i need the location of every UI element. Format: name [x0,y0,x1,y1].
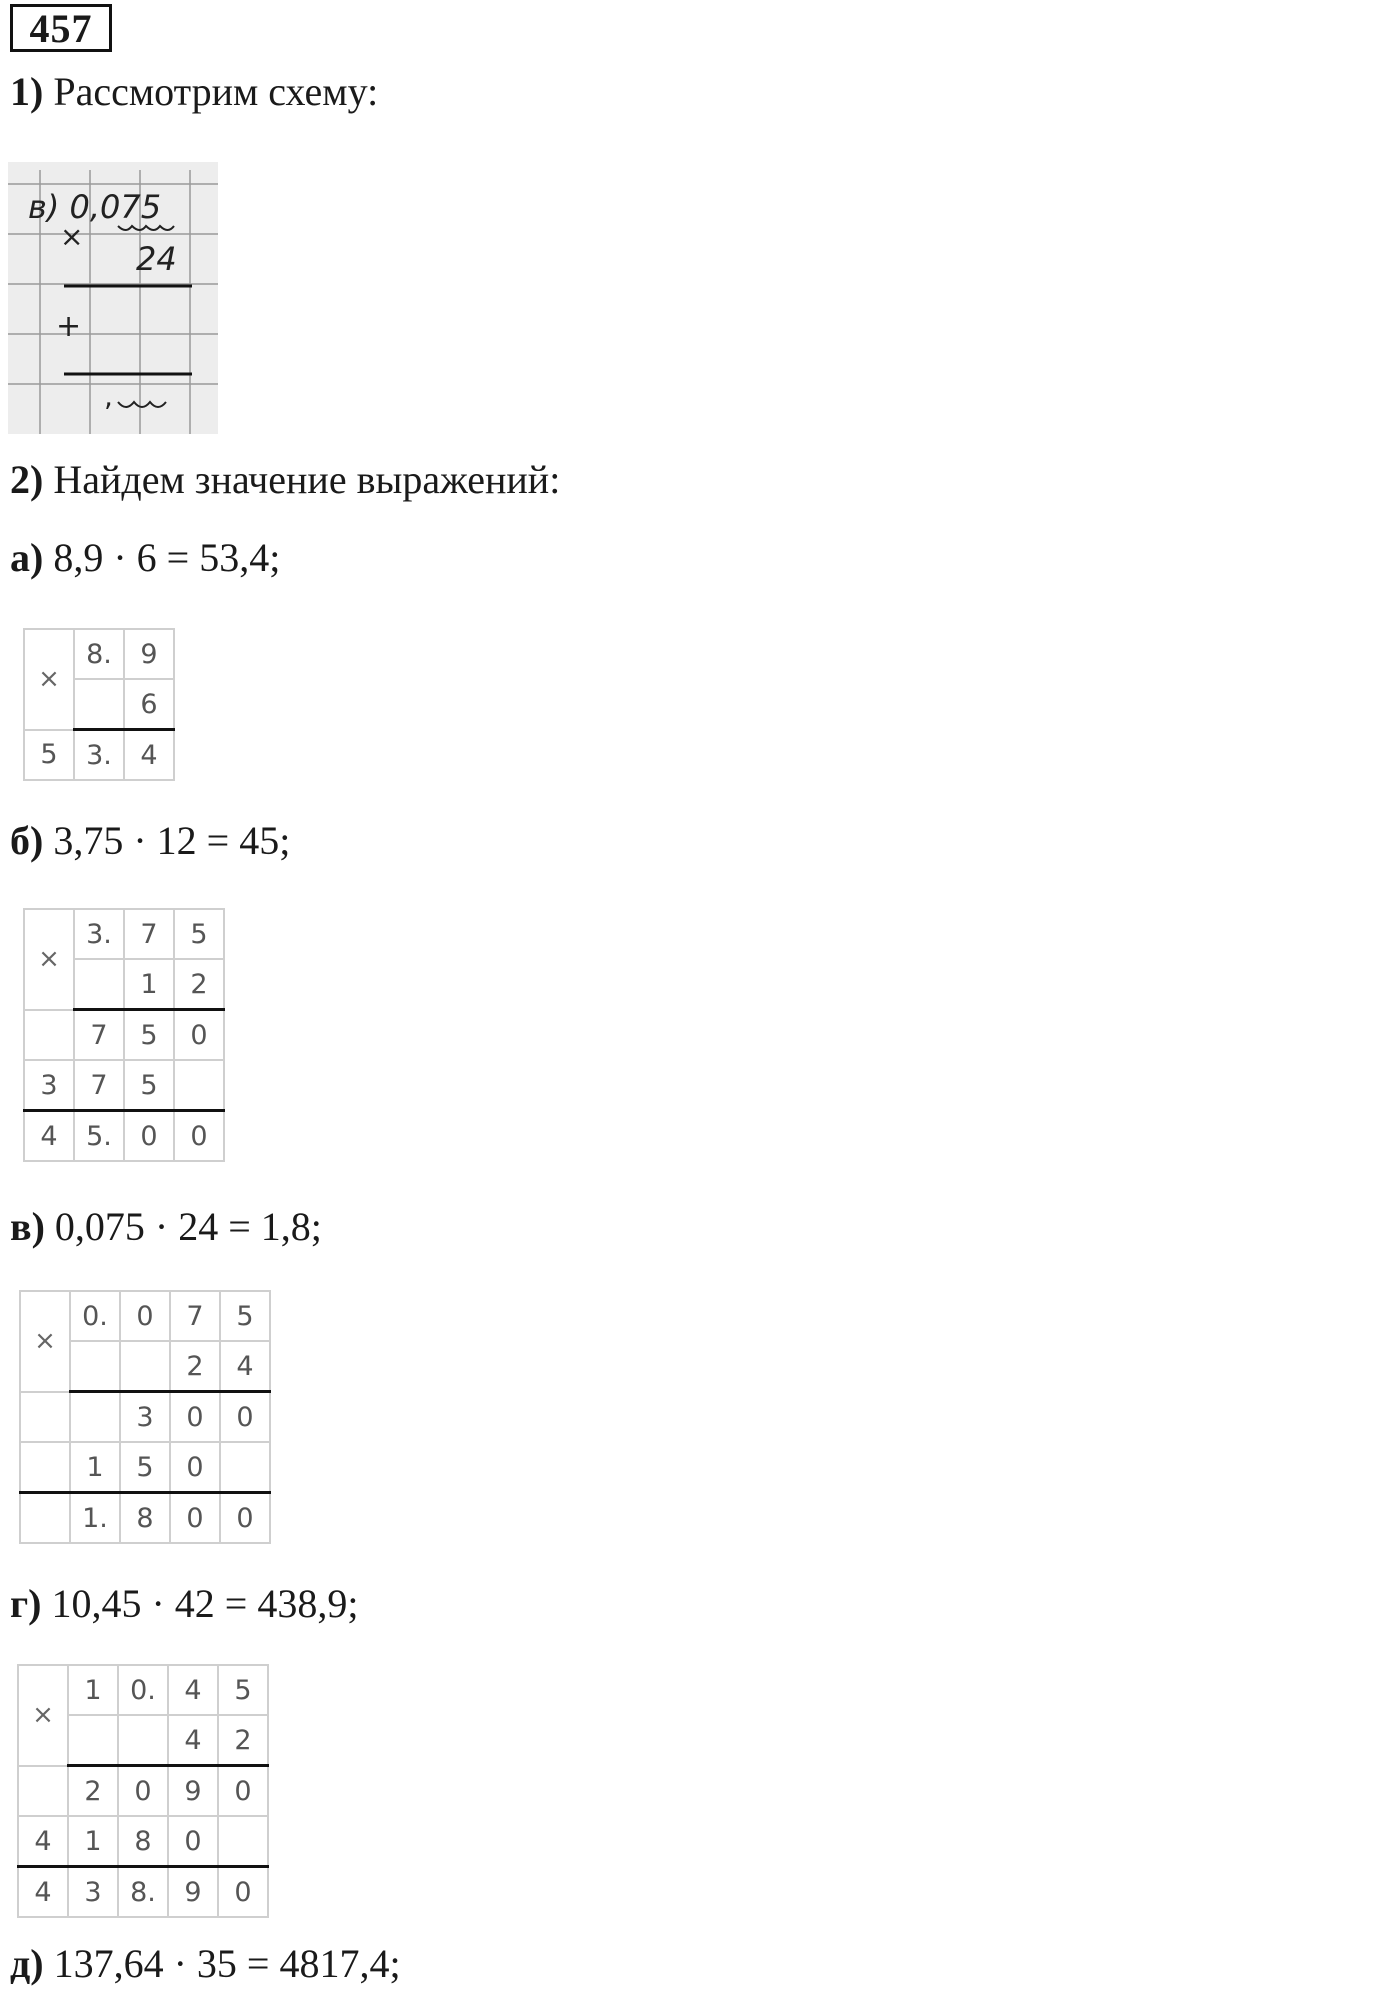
grid-cell: × [18,1665,68,1766]
grid-cell: 1 [68,1816,118,1867]
grid-cell: 1 [124,959,174,1010]
item-g-expression: 10,45 · 42 = 438,9; [51,1581,359,1626]
grid-cell: 0. [118,1665,168,1715]
grid-cell: 0 [218,1766,268,1817]
grid-cell: 2 [174,959,224,1010]
task-number-box: 457 [10,4,112,52]
grid-cell: 7 [124,909,174,959]
grid-cell [24,1010,74,1061]
grid-cell: 8. [118,1867,168,1918]
scheme-result-arc [118,402,166,407]
item-g-label: г) [10,1581,42,1626]
scheme-comma: , [104,380,113,413]
grid-cell: 0 [124,1111,174,1162]
grid-cell: 3. [74,909,124,959]
grid-cell: 4 [168,1715,218,1766]
scheme-plus-sign: + [56,309,82,344]
item-v-line [10,1203,322,1251]
grid-cell: 5 [120,1442,170,1493]
grid-cell: 0 [220,1392,270,1443]
grid-cell: 0 [170,1442,220,1493]
grid-cell: 7 [74,1060,124,1111]
grid-cell: 8 [118,1816,168,1867]
grid-v [19,1290,271,1544]
item-a-expression: 8,9 · 6 = 53,4; [53,535,281,580]
grid-cell: 3 [68,1867,118,1918]
scheme-title-text: в) 0,075 [28,188,162,226]
grid-cell [218,1816,268,1867]
grid-cell: 1. [70,1493,120,1544]
grid-cell: 4 [220,1341,270,1392]
part2-label: 2) [10,457,44,502]
grid-cell: 4 [168,1665,218,1715]
grid-b [23,908,225,1162]
grid-cell: 5 [218,1665,268,1715]
grid-cell: 0. [70,1291,120,1341]
grid-cell: 4 [18,1816,68,1867]
grid-cell: 1 [70,1442,120,1493]
item-b-expression: 3,75 · 12 = 45; [53,818,291,863]
grid-cell: 0 [168,1816,218,1867]
grid-cell: 9 [168,1867,218,1918]
grid-cell [18,1766,68,1817]
grid-cell [74,679,124,730]
scheme-drawing [8,162,218,434]
grid-cell: 5 [24,730,74,781]
grid-cell: 7 [170,1291,220,1341]
grid-cell: 3 [120,1392,170,1443]
grid-cell: 7 [74,1010,124,1061]
grid-cell: 5 [124,1010,174,1061]
grid-cell [70,1341,120,1392]
grid-cell: 5 [174,909,224,959]
grid-cell: 3. [74,730,124,781]
grid-cell: 4 [18,1867,68,1918]
grid-cell: 0 [120,1291,170,1341]
grid-cell: × [20,1291,70,1392]
item-g-line [10,1580,358,1628]
grid-cell: 5 [220,1291,270,1341]
grid-cell: 3 [24,1060,74,1111]
grid-cell: 8. [74,629,124,679]
grid-cell: 6 [124,679,174,730]
grid-cell: 0 [170,1392,220,1443]
item-a-label: а) [10,535,44,580]
grid-cell [20,1392,70,1443]
grid-cell: 9 [168,1766,218,1817]
part2-text: Найдем значение выражений: [53,457,561,502]
scheme-decimal-arc [118,226,174,230]
grid-cell: 0 [118,1766,168,1817]
grid-cell [120,1341,170,1392]
item-d-line [10,1940,401,1988]
grid-cell [20,1442,70,1493]
grid-cell [174,1060,224,1111]
grid-cell: × [24,909,74,1010]
grid-cell: 2 [68,1766,118,1817]
item-a-line [10,534,280,582]
item-v-label: в) [10,1204,45,1249]
handwritten-scheme [8,162,218,434]
item-v-expression: 0,075 · 24 = 1,8; [54,1204,322,1249]
grid-cell [118,1715,168,1766]
grid-cell: 0 [170,1493,220,1544]
grid-cell: 0 [174,1111,224,1162]
grid-a [23,628,175,781]
grid-cell: 4 [24,1111,74,1162]
scheme-multiplier-text: 24 [136,240,177,278]
grid-cell: 4 [124,730,174,781]
grid-cell: 5 [124,1060,174,1111]
grid-cell: 9 [124,629,174,679]
part2-line [10,456,560,504]
grid-cell: 1 [68,1665,118,1715]
grid-cell: 8 [120,1493,170,1544]
grid-cell [20,1493,70,1544]
grid-cell: × [24,629,74,730]
part1-label: 1) [10,69,44,114]
grid-cell: 0 [174,1010,224,1061]
item-d-label: д) [10,1941,44,1986]
grid-g [17,1664,269,1918]
grid-cell: 0 [220,1493,270,1544]
scheme-times-sign: × [60,220,84,253]
grid-cell [68,1715,118,1766]
grid-cell: 2 [170,1341,220,1392]
grid-cell [74,959,124,1010]
item-b-label: б) [10,818,44,863]
grid-cell: 5. [74,1111,124,1162]
item-b-line [10,817,290,865]
item-d-expression: 137,64 · 35 = 4817,4; [53,1941,401,1986]
grid-cell [220,1442,270,1493]
grid-cell: 2 [218,1715,268,1766]
grid-cell: 0 [218,1867,268,1918]
part1-line [10,68,378,116]
part1-text: Рассмотрим схему: [53,69,379,114]
grid-cell [70,1392,120,1443]
